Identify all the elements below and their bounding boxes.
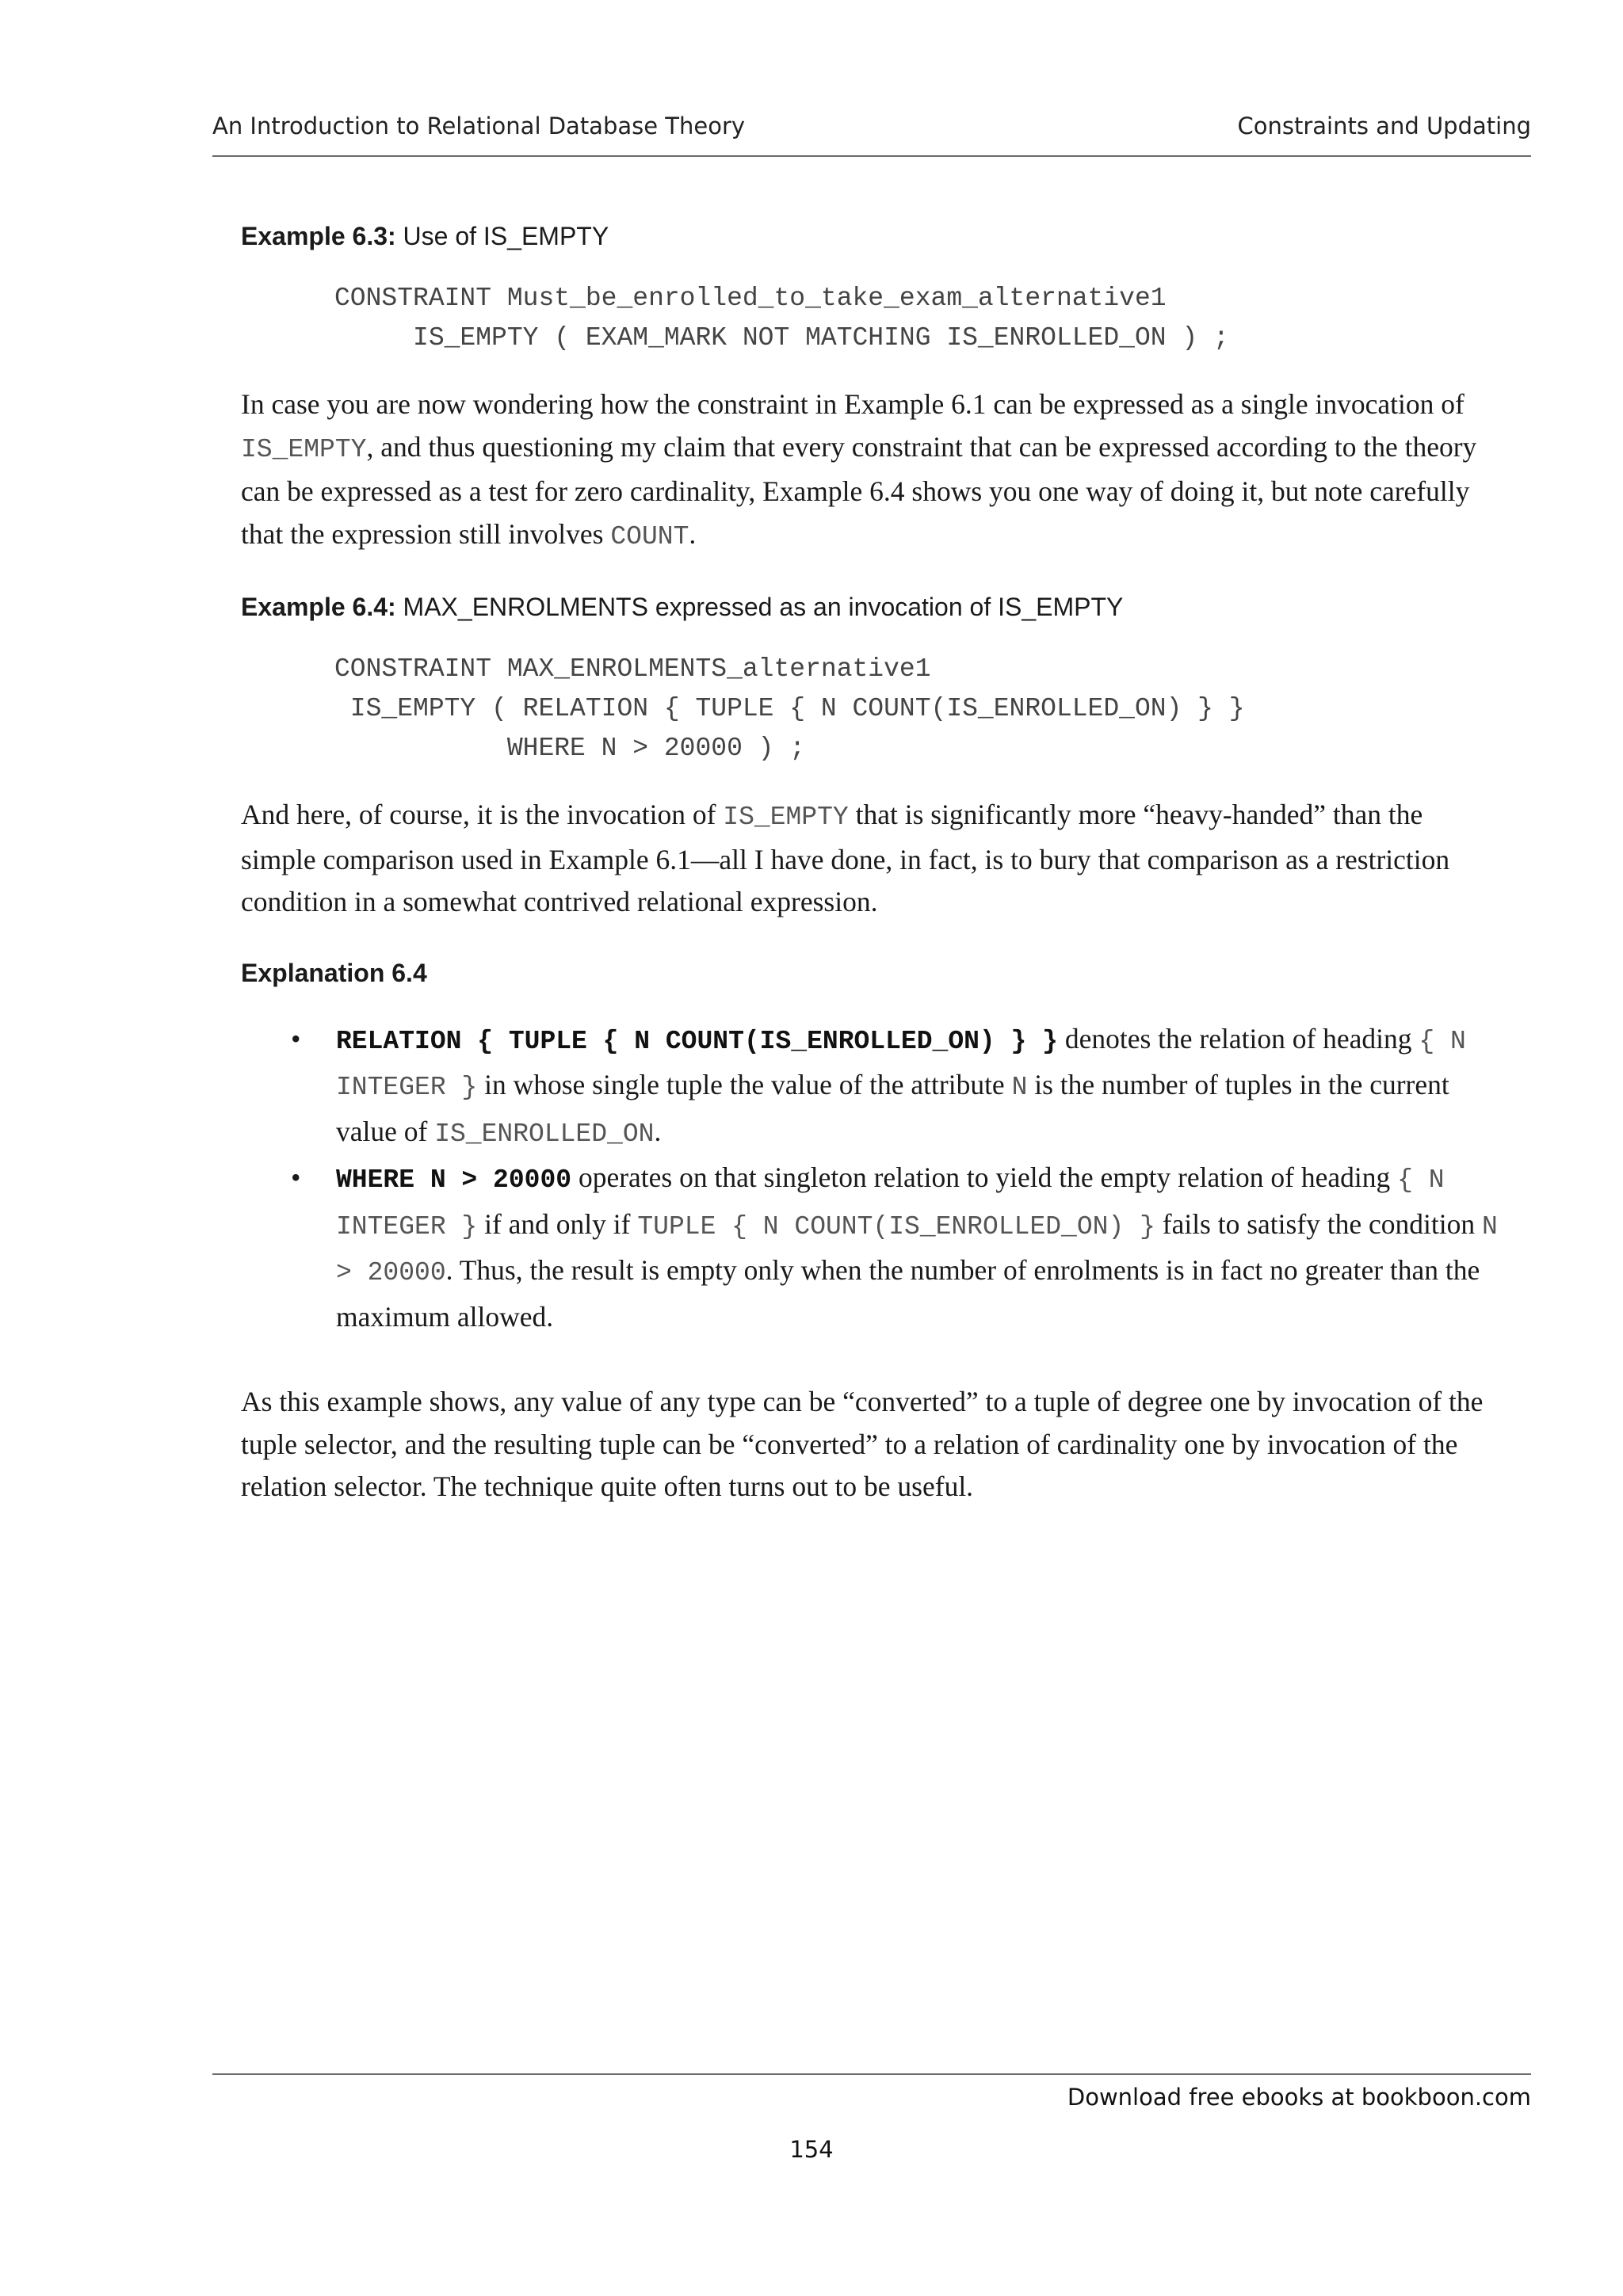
text-run: is the number of tuples in the current value of [336, 1069, 1449, 1147]
text-run: operates on that singleton relation to yield the empty relation of heading [571, 1161, 1398, 1193]
text-run: fails to satisfy the condition [1155, 1207, 1483, 1240]
page-number: 154 [789, 2136, 834, 2163]
text-run: . [689, 517, 697, 550]
example-6-4-label: Example 6.4: [241, 593, 396, 621]
explanation-list [241, 1017, 1501, 1339]
list-item [241, 1156, 1501, 1338]
book-title: An Introduction to Relational Database Theory [212, 113, 746, 139]
example-6-4-code [334, 650, 1501, 769]
text-run: in whose single tuple the value of the attribute [477, 1069, 1012, 1100]
inline-code: IS_EMPTY [723, 803, 849, 832]
code-line: CONSTRAINT MAX_ENROLMENTS_alternative1 [334, 654, 931, 684]
example-6-3-title: Use of IS_EMPTY [395, 222, 609, 250]
inline-code: N [1011, 1073, 1028, 1102]
explanation-heading: Explanation 6.4 [241, 958, 427, 987]
example-6-4-title: MAX_ENROLMENTS expressed as an invocation of IS_EMPTY [395, 593, 1124, 621]
bold-code: RELATION { TUPLE { N COUNT(IS_ENROLLED_ON) } } [336, 1026, 1058, 1056]
paragraph-3: As this example shows, any value of any type can be “converted” to a tuple of degree one by invocation of the tuple selector, and the resulting tuple can be “converted” to a relation of cardinality one by invocation of the relation selector. The technique quite often turns out to be useful. [241, 1386, 1484, 1502]
code-line: CONSTRAINT Must_be_enrolled_to_take_exam_alternative1 [334, 284, 1167, 313]
inline-code: IS_EMPTY [241, 434, 367, 464]
example-6-3-label: Example 6.3: [241, 222, 396, 250]
example-6-3-code [334, 279, 1501, 358]
bold-code: WHERE N > 20000 [336, 1165, 572, 1195]
inline-code: TUPLE { N COUNT(IS_ENROLLED_ON) } [637, 1211, 1155, 1241]
footer-divider [212, 2073, 1531, 2075]
inline-code: { N INTEGER } [336, 1026, 1466, 1102]
paragraph-2 [241, 794, 1501, 924]
code-line: WHERE N > 20000 ) ; [334, 734, 806, 763]
bullet-icon: • [291, 1161, 301, 1193]
list-item [241, 1017, 1501, 1157]
page-header [212, 111, 1531, 157]
text-run: , and thus questioning my claim that every constraint that can be expressed according to the theory can be expressed as a test for zero cardinality, Example 6.4 shows you one way of doing it, but note carefully that the expression still involves [241, 430, 1477, 550]
example-6-4-caption [241, 589, 1501, 624]
example-6-3-caption [241, 219, 1501, 254]
text-run: denotes the relation of heading [1057, 1022, 1419, 1055]
text-run: . [654, 1115, 662, 1147]
download-link[interactable]: Download free ebooks at bookboon.com [1067, 2084, 1531, 2111]
text-run: that is significantly more “heavy-handed” than the simple comparison used in Example 6.1—all I have done, in fact, is to bury that comparison as a restriction condition in a somewhat contrived relational expression. [241, 799, 1450, 917]
inline-code: IS_ENROLLED_ON [434, 1119, 655, 1149]
inline-code: { N INTEGER } [336, 1165, 1445, 1241]
paragraph-1 [241, 383, 1501, 558]
chapter-title: Constraints and Updating [1237, 113, 1531, 139]
code-line: IS_EMPTY ( EXAM_MARK NOT MATCHING IS_ENROLLED_ON ) ; [334, 323, 1229, 353]
code-line: IS_EMPTY ( RELATION { TUPLE { N COUNT(IS_ENROLLED_ON) } } [334, 694, 1245, 723]
page-content [241, 206, 1501, 1508]
inline-code: COUNT [610, 521, 689, 551]
text-run: . Thus, the result is empty only when the number of enrolments is in fact no greater than the maximum allowed. [336, 1254, 1480, 1333]
inline-code: N > 20000 [336, 1211, 1498, 1287]
text-run: And here, of course, it is the invocation of [241, 799, 724, 830]
text-run: if and only if [477, 1207, 638, 1240]
text-run: In case you are now wondering how the constraint in Example 6.1 can be expressed as a single invocation of [241, 388, 1465, 420]
bullet-icon: • [291, 1022, 301, 1055]
